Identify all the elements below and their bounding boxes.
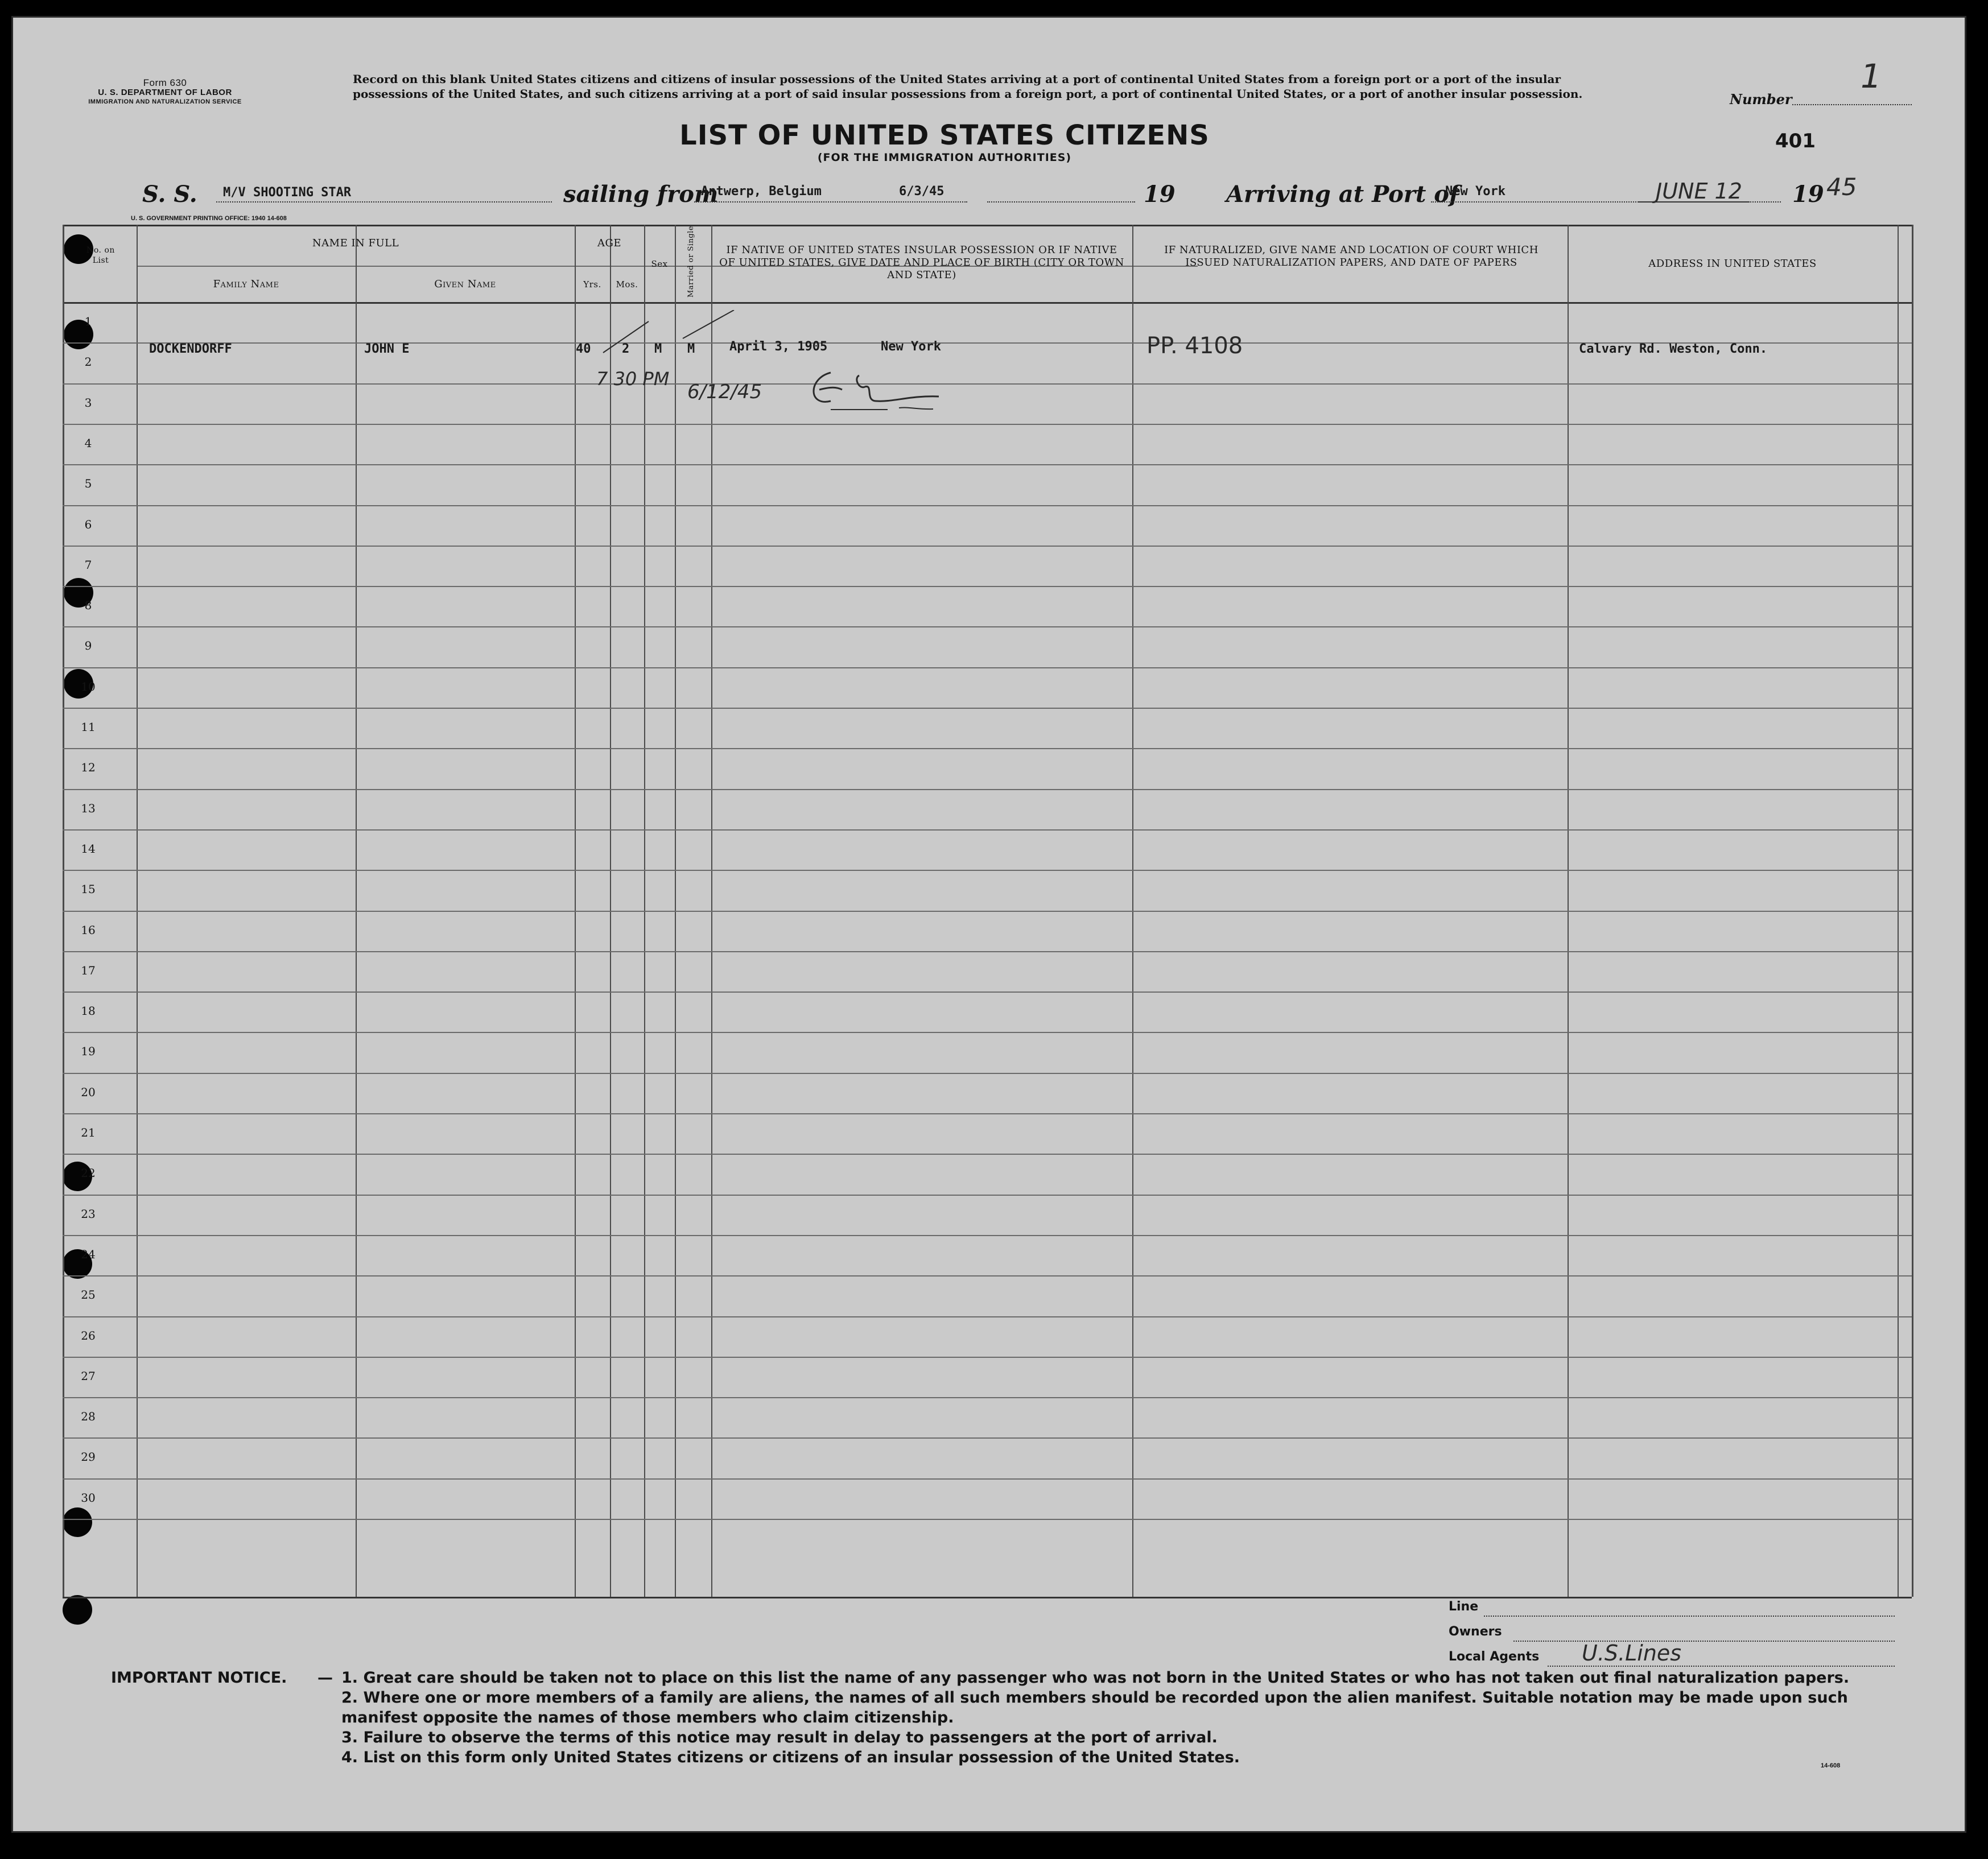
table-row xyxy=(63,951,1912,952)
table-row xyxy=(63,1357,1912,1358)
printing-office: U. S. GOVERNMENT PRINTING OFFICE: 1940 14-608 xyxy=(131,215,287,222)
arrival-port: New York xyxy=(1445,184,1506,199)
table-row xyxy=(63,1275,1912,1276)
entry-annotation-date: 6/12/45 xyxy=(687,381,762,403)
arrival-date-line xyxy=(1639,201,1781,203)
arrival-year: 45 xyxy=(1826,173,1857,201)
row-number: 26 xyxy=(81,1328,96,1342)
row-number: 9 xyxy=(84,639,92,653)
table-row xyxy=(63,546,1912,547)
col-married: Married or Single xyxy=(687,225,695,298)
row-number: 29 xyxy=(81,1450,96,1464)
sailing-label: sailing from xyxy=(563,181,719,208)
row-number: 25 xyxy=(81,1288,96,1302)
ship-name: M/V SHOOTING STAR xyxy=(223,185,352,200)
table-row xyxy=(63,626,1912,627)
line-label: Line xyxy=(1449,1600,1479,1614)
row-number: 7 xyxy=(84,557,92,572)
row-number: 11 xyxy=(81,720,96,734)
table-row xyxy=(63,1154,1912,1155)
row-number: 17 xyxy=(81,963,96,977)
notice-item: 1. Great care should be taken not to place on this list the name of any passenger who was not born in the United States or who has not taken out final naturalization papers. xyxy=(341,1669,1850,1687)
entry-sex: M xyxy=(654,342,662,356)
table-row xyxy=(63,1195,1912,1196)
row-number: 19 xyxy=(81,1044,96,1059)
col-sex: Sex xyxy=(651,259,668,269)
table-row xyxy=(63,992,1912,993)
table-row xyxy=(63,1397,1912,1398)
table-row xyxy=(63,789,1912,790)
table-row xyxy=(63,464,1912,465)
row-number: 16 xyxy=(81,923,96,937)
notice-item: 4. List on this form only United States citizens or citizens of an insular possession of the United States. xyxy=(341,1749,1240,1766)
page-subtitle: (FOR THE IMMIGRATION AUTHORITIES) xyxy=(817,151,1072,164)
row-number: 20 xyxy=(81,1085,96,1099)
row-number: 10 xyxy=(81,679,96,693)
number-line xyxy=(1792,104,1912,105)
table-row xyxy=(63,1032,1912,1033)
table-row xyxy=(63,911,1912,912)
list-serial: 401 xyxy=(1775,130,1816,152)
table-row xyxy=(63,505,1912,506)
col-age: AGE xyxy=(597,237,622,249)
table-row xyxy=(63,748,1912,749)
col-naturalized: IF NATURALIZED, GIVE NAME AND LOCATION OF COURT WHICH ISSUED NATURALIZATION PAPERS, AND DATE OF PAPERS xyxy=(1164,244,1539,268)
entry-birth-place: New York xyxy=(881,340,941,354)
row-number: 15 xyxy=(81,882,96,897)
row-number: 6 xyxy=(84,517,92,531)
record-instructions: Record on this blank United States citizens and citizens of insular possessions of the United States arriving at a port of continental United States from a foreign port or a port of the insular possessions of the United States, and such citizens arriving at a port of said insular possessions from a foreign port, a port of continental United States, or a port of another insular possession. xyxy=(353,72,1583,101)
table-row xyxy=(63,1478,1912,1480)
agents-label: Local Agents xyxy=(1449,1650,1540,1664)
row-number: 4 xyxy=(84,436,92,450)
row-number: 18 xyxy=(81,1004,96,1018)
entry-yrs: 40 xyxy=(576,342,591,356)
col-no: No. on List xyxy=(86,246,115,265)
agents-value: U.S.Lines xyxy=(1582,1641,1682,1666)
row-number: 24 xyxy=(81,1247,96,1261)
row-number: 2 xyxy=(84,355,92,369)
notice-dash: — xyxy=(317,1669,333,1687)
page-title: LIST OF UNITED STATES CITIZENS xyxy=(679,119,1210,151)
department-name: U. S. DEPARTMENT OF LABOR xyxy=(98,88,232,97)
table-row xyxy=(63,1073,1912,1074)
row-number: 8 xyxy=(84,598,92,613)
service-name: IMMIGRATION AND NATURALIZATION SERVICE xyxy=(88,98,242,105)
row-number: 5 xyxy=(84,477,92,491)
year-prefix: 19 xyxy=(1144,181,1176,208)
citizens-table xyxy=(63,225,1912,1597)
inspector-initials-mark xyxy=(797,356,1036,418)
arrival-year-prefix: 19 xyxy=(1792,181,1824,208)
table-row xyxy=(63,1316,1912,1317)
table-row xyxy=(63,1113,1912,1114)
row-number: 14 xyxy=(81,841,96,856)
row-number: 21 xyxy=(81,1126,96,1139)
row-number: 12 xyxy=(81,761,96,775)
agents-field xyxy=(1548,1666,1895,1667)
footer-divider xyxy=(63,1597,1912,1598)
entry-family-name: DOCKENDORFF xyxy=(149,342,232,356)
entry-naturalization: PP. 4108 xyxy=(1146,333,1243,359)
ditto-slash-mark xyxy=(597,310,740,356)
row-number: 27 xyxy=(81,1369,96,1383)
arrival-date: JUNE 12 xyxy=(1656,179,1742,204)
col-given-name: Given Name xyxy=(434,278,496,290)
owners-label: Owners xyxy=(1449,1625,1502,1639)
ss-label: S. S. xyxy=(142,181,197,208)
col-address: ADDRESS IN UNITED STATES xyxy=(1648,258,1817,270)
row-number: 3 xyxy=(84,395,92,410)
col-family-name: Family Name xyxy=(213,278,279,290)
date-line xyxy=(987,201,1135,203)
line-field xyxy=(1484,1616,1895,1617)
entry-annotation-time: 7 30 PM xyxy=(596,368,670,390)
form-number: Form 630 xyxy=(143,77,187,88)
owners-field xyxy=(1513,1641,1895,1642)
table-row xyxy=(63,1437,1912,1439)
table-row xyxy=(63,870,1912,871)
table-row xyxy=(63,667,1912,668)
col-yrs: Yrs. xyxy=(583,279,601,290)
col-native: IF NATIVE OF UNITED STATES INSULAR POSSESSION OR IF NATIVE OF UNITED STATES, GIVE DATE AND PLACE OF BIRTH (CITY OR TOWN AND STATE) xyxy=(719,244,1124,281)
table-row xyxy=(63,1519,1912,1520)
table-row xyxy=(63,586,1912,587)
number-value: 1 xyxy=(1861,57,1882,96)
entry-address: Calvary Rd. Weston, Conn. xyxy=(1579,342,1768,356)
ship-line xyxy=(216,201,552,203)
form-code: 14-608 xyxy=(1821,1762,1841,1769)
row-number: 23 xyxy=(81,1207,96,1221)
row-number: 13 xyxy=(81,801,96,815)
entry-married: M xyxy=(687,342,695,356)
from-port: Antwerp, Belgium xyxy=(701,184,822,199)
row-number: 1 xyxy=(84,315,92,328)
table-row xyxy=(63,708,1912,709)
from-line xyxy=(694,201,967,203)
col-mos: Mos. xyxy=(616,279,638,290)
notice-heading: IMPORTANT NOTICE. xyxy=(111,1669,287,1687)
entry-birth-date: April 3, 1905 xyxy=(729,340,828,354)
sail-date: 6/3/45 xyxy=(899,184,944,199)
table-row xyxy=(63,1235,1912,1236)
entry-mos: 2 xyxy=(622,342,630,356)
form-identifier xyxy=(63,78,267,107)
notice-item: 2. Where one or more members of a family are aliens, the names of all such members should be recorded upon the alien manifest. Suitable notation may be made upon such manifest opposite the names of those members who claim citizenship. xyxy=(341,1689,1848,1726)
number-label: Number xyxy=(1730,91,1792,108)
table-row xyxy=(63,829,1912,831)
notice-item: 3. Failure to observe the terms of this notice may result in delay to passengers at the port of arrival. xyxy=(341,1729,1218,1746)
row-number: 30 xyxy=(81,1490,96,1505)
table-row xyxy=(63,424,1912,425)
row-number: 28 xyxy=(81,1410,96,1424)
col-name-in-full: NAME IN FULL xyxy=(312,237,399,249)
arriving-label: Arriving at Port of xyxy=(1226,181,1459,208)
row-number: 22 xyxy=(81,1166,96,1180)
punch-hole xyxy=(63,1595,92,1625)
entry-given-name: JOHN E xyxy=(364,342,410,356)
